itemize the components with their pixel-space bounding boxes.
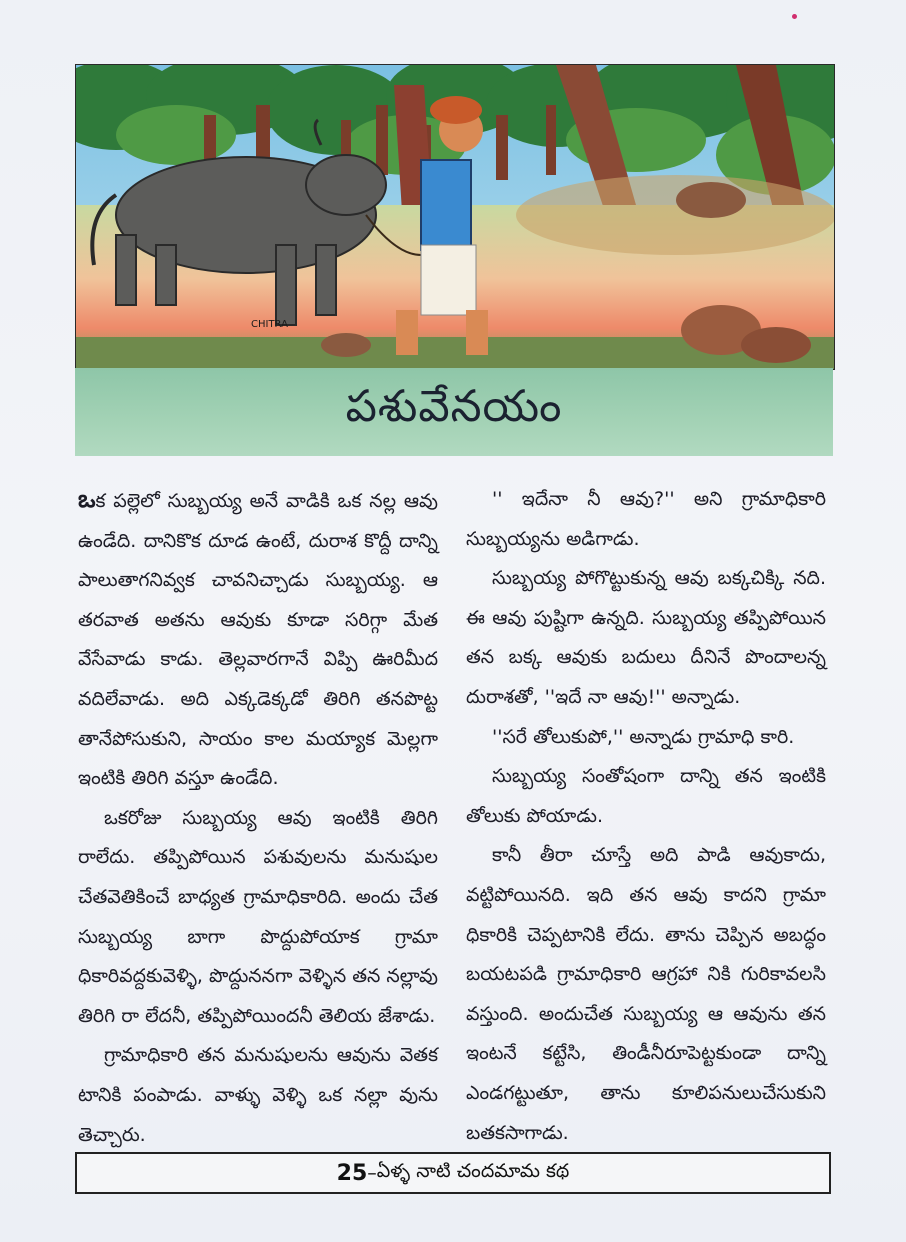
paragraph-1-text: క పల్లెలో సుబ్బయ్య అనే వాడికి ఒక నల్ల ఆవు ఉండేది. దానికొక దూడ ఉంటే, దురాశ కొద్దీ దాన్ని పాలుతాగనివ్వక చావనిచ్చాడు సుబ్బయ్య. ఆ తరవాత అతను ఆవుకు కూడా సరిగ్గా మేత వేసేవాడు కాడు. తెల్లవారగానే విప్పి ఊరిమీద వదిలేవాడు. అది ఎక్కడెక్కడో తిరిగి తనపొట్ట తానేపోసుకుని, సాయం కాల మయ్యాక మెల్లగా ఇంటికి తిరిగి వస్తూ ఉండేది. [78, 490, 438, 790]
footer-caption-box [75, 1152, 831, 1194]
paragraph-1 [78, 480, 438, 799]
story-illustration [75, 64, 835, 370]
title-band [75, 368, 833, 456]
page-number: 25 [336, 1160, 368, 1186]
illustration-art [76, 65, 834, 369]
paragraph-7: సుబ్బయ్య సంతోషంగా దాన్ని తన ఇంటికి తోలుకు పోయాడు. [466, 765, 826, 827]
paragraph-8: కానీ తీరా చూస్తే అది పాడి ఆవుకాదు, వట్టిపోయినది. ఇది తన ఆవు కాదని గ్రామా ధికారికి చెప్పటానికి లేదు. తాను చెప్పిన అబద్ధం బయటపడి గ్రామాధికారి ఆగ్రహా నికి గురికావలసి వస్తుంది. అందుచేత సుబ్బయ్య ఆ ఆవును తన ఇంటనే కట్టేసి, తిండీనీరూపెట్టకుండా దాన్ని ఎండగట్టుతూ, తాను కూలిపనులుచేసుకుని బతకసాగాడు. [466, 844, 826, 1144]
paragraph-6: ''సరే తోలుకుపో,'' అన్నాడు గ్రామాధి కారి. [492, 725, 795, 748]
paragraph-4: '' ఇదేనా నీ ఆవు?'' అని గ్రామాధికారి సుబ్బయ్యను అడిగాడు. [466, 488, 826, 550]
footer-caption: ఏళ్ళ నాటి చందమామ కథ [376, 1159, 570, 1182]
paragraph-3: గ్రామాధికారి తన మనుషులను ఆవును వెతక టానికి పంపాడు. వాళ్ళు వెళ్ళి ఒక నల్లా వును తెచ్చారు. [78, 1044, 438, 1146]
print-dot-mark [792, 14, 797, 19]
paragraph-5: సుబ్బయ్య పోగొట్టుకున్న ఆవు బక్కచిక్కి నది. ఈ ఆవు పుష్టిగా ఉన్నది. సుబ్బయ్య తప్పిపోయిన తన బక్క ఆవుకు బదులు దీనినే పొందాలన్న దురాశతో, ''ఇదే నా ఆవు!'' అన్నాడు. [466, 567, 826, 708]
story-title: పశువేనయం [345, 381, 563, 432]
dropcap-letter: ఒ [78, 485, 96, 513]
left-column [78, 480, 438, 1155]
right-column [466, 480, 826, 1153]
footer-dash: – [367, 1162, 377, 1184]
illustration-signature: CHITRA [251, 319, 288, 330]
paragraph-2: ఒకరోజు సుబ్బయ్య ఆవు ఇంటికి తిరిగి రాలేదు. తప్పిపోయిన పశువులను మనుషుల చేతవెతికించే బాధ్యత గ్రామాధికారిది. అందు చేత సుబ్బయ్య బాగా పొద్దుపోయాక గ్రామా ధికారివద్దకువెళ్ళి, పొద్దుననగా వెళ్ళిన తన నల్లావు తిరిగి రా లేదనీ, తప్పిపోయిందనీ తెలియ జేశాడు. [78, 806, 438, 1027]
